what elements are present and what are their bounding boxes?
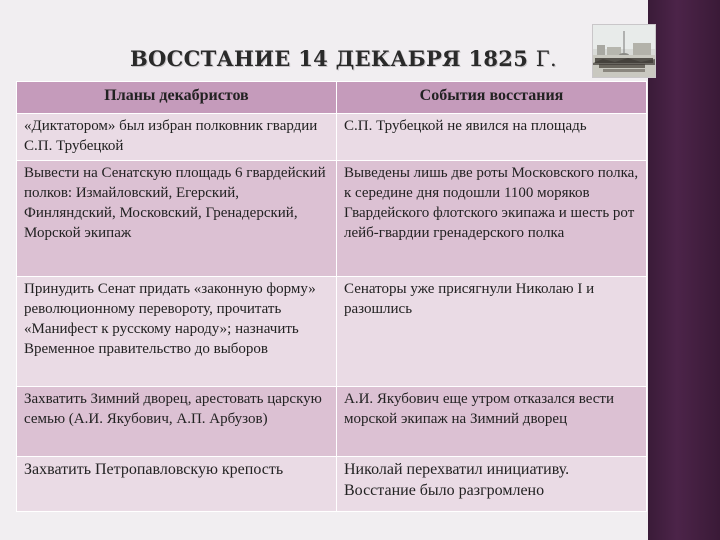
table-row [17,161,647,277]
event-cell: Выведены лишь две роты Московского полка, к середине дня подошли 1100 моряков Гвардейского флотского экипажа и шесть рот лейб-гвардии гренадерского полка [337,161,647,277]
senate-square-painting-thumbnail [592,24,656,78]
plan-cell: Вывести на Сенатскую площадь 6 гвардейский полков: Измайловский, Егерский, Финляндский, Московский, Гренадерский, Морской экипаж [17,161,337,277]
slide-title-text: ВОССТАНИЕ 14 ДЕКАБРЯ 1825 [130,46,529,71]
plan-cell: Принудить Сенат придать «законную форму» революционному перевороту, прочитать «Манифест к русскому народу»; назначить Временное правительство до выборов [17,277,337,387]
table-row [17,114,647,161]
painting-image [593,25,655,77]
table-header-row [17,82,647,114]
slide-title-suffix: Г. [535,47,557,71]
table-row [17,457,647,512]
header-events: События восстания [337,82,647,114]
decorative-side-band [648,0,720,540]
table-row [17,277,647,387]
event-cell: Сенаторы уже присягнули Николаю I и разошлись [337,277,647,387]
event-cell: Николай перехватил инициативу. Восстание было разгромлено [337,457,647,512]
event-cell: С.П. Трубецкой не явился на площадь [337,114,647,161]
plan-cell: Захватить Петропавловскую крепость [17,457,337,512]
decembrist-comparison-table [16,81,647,512]
slide-title [130,46,560,71]
header-plans: Планы декабристов [17,82,337,114]
plan-cell: «Диктатором» был избран полковник гвардии С.П. Трубецкой [17,114,337,161]
table-row [17,387,647,457]
plan-cell: Захватить Зимний дворец, арестовать царскую семью (А.И. Якубович, А.П. Арбузов) [17,387,337,457]
event-cell: А.И. Якубович еще утром отказался вести морской экипаж на Зимний дворец [337,387,647,457]
